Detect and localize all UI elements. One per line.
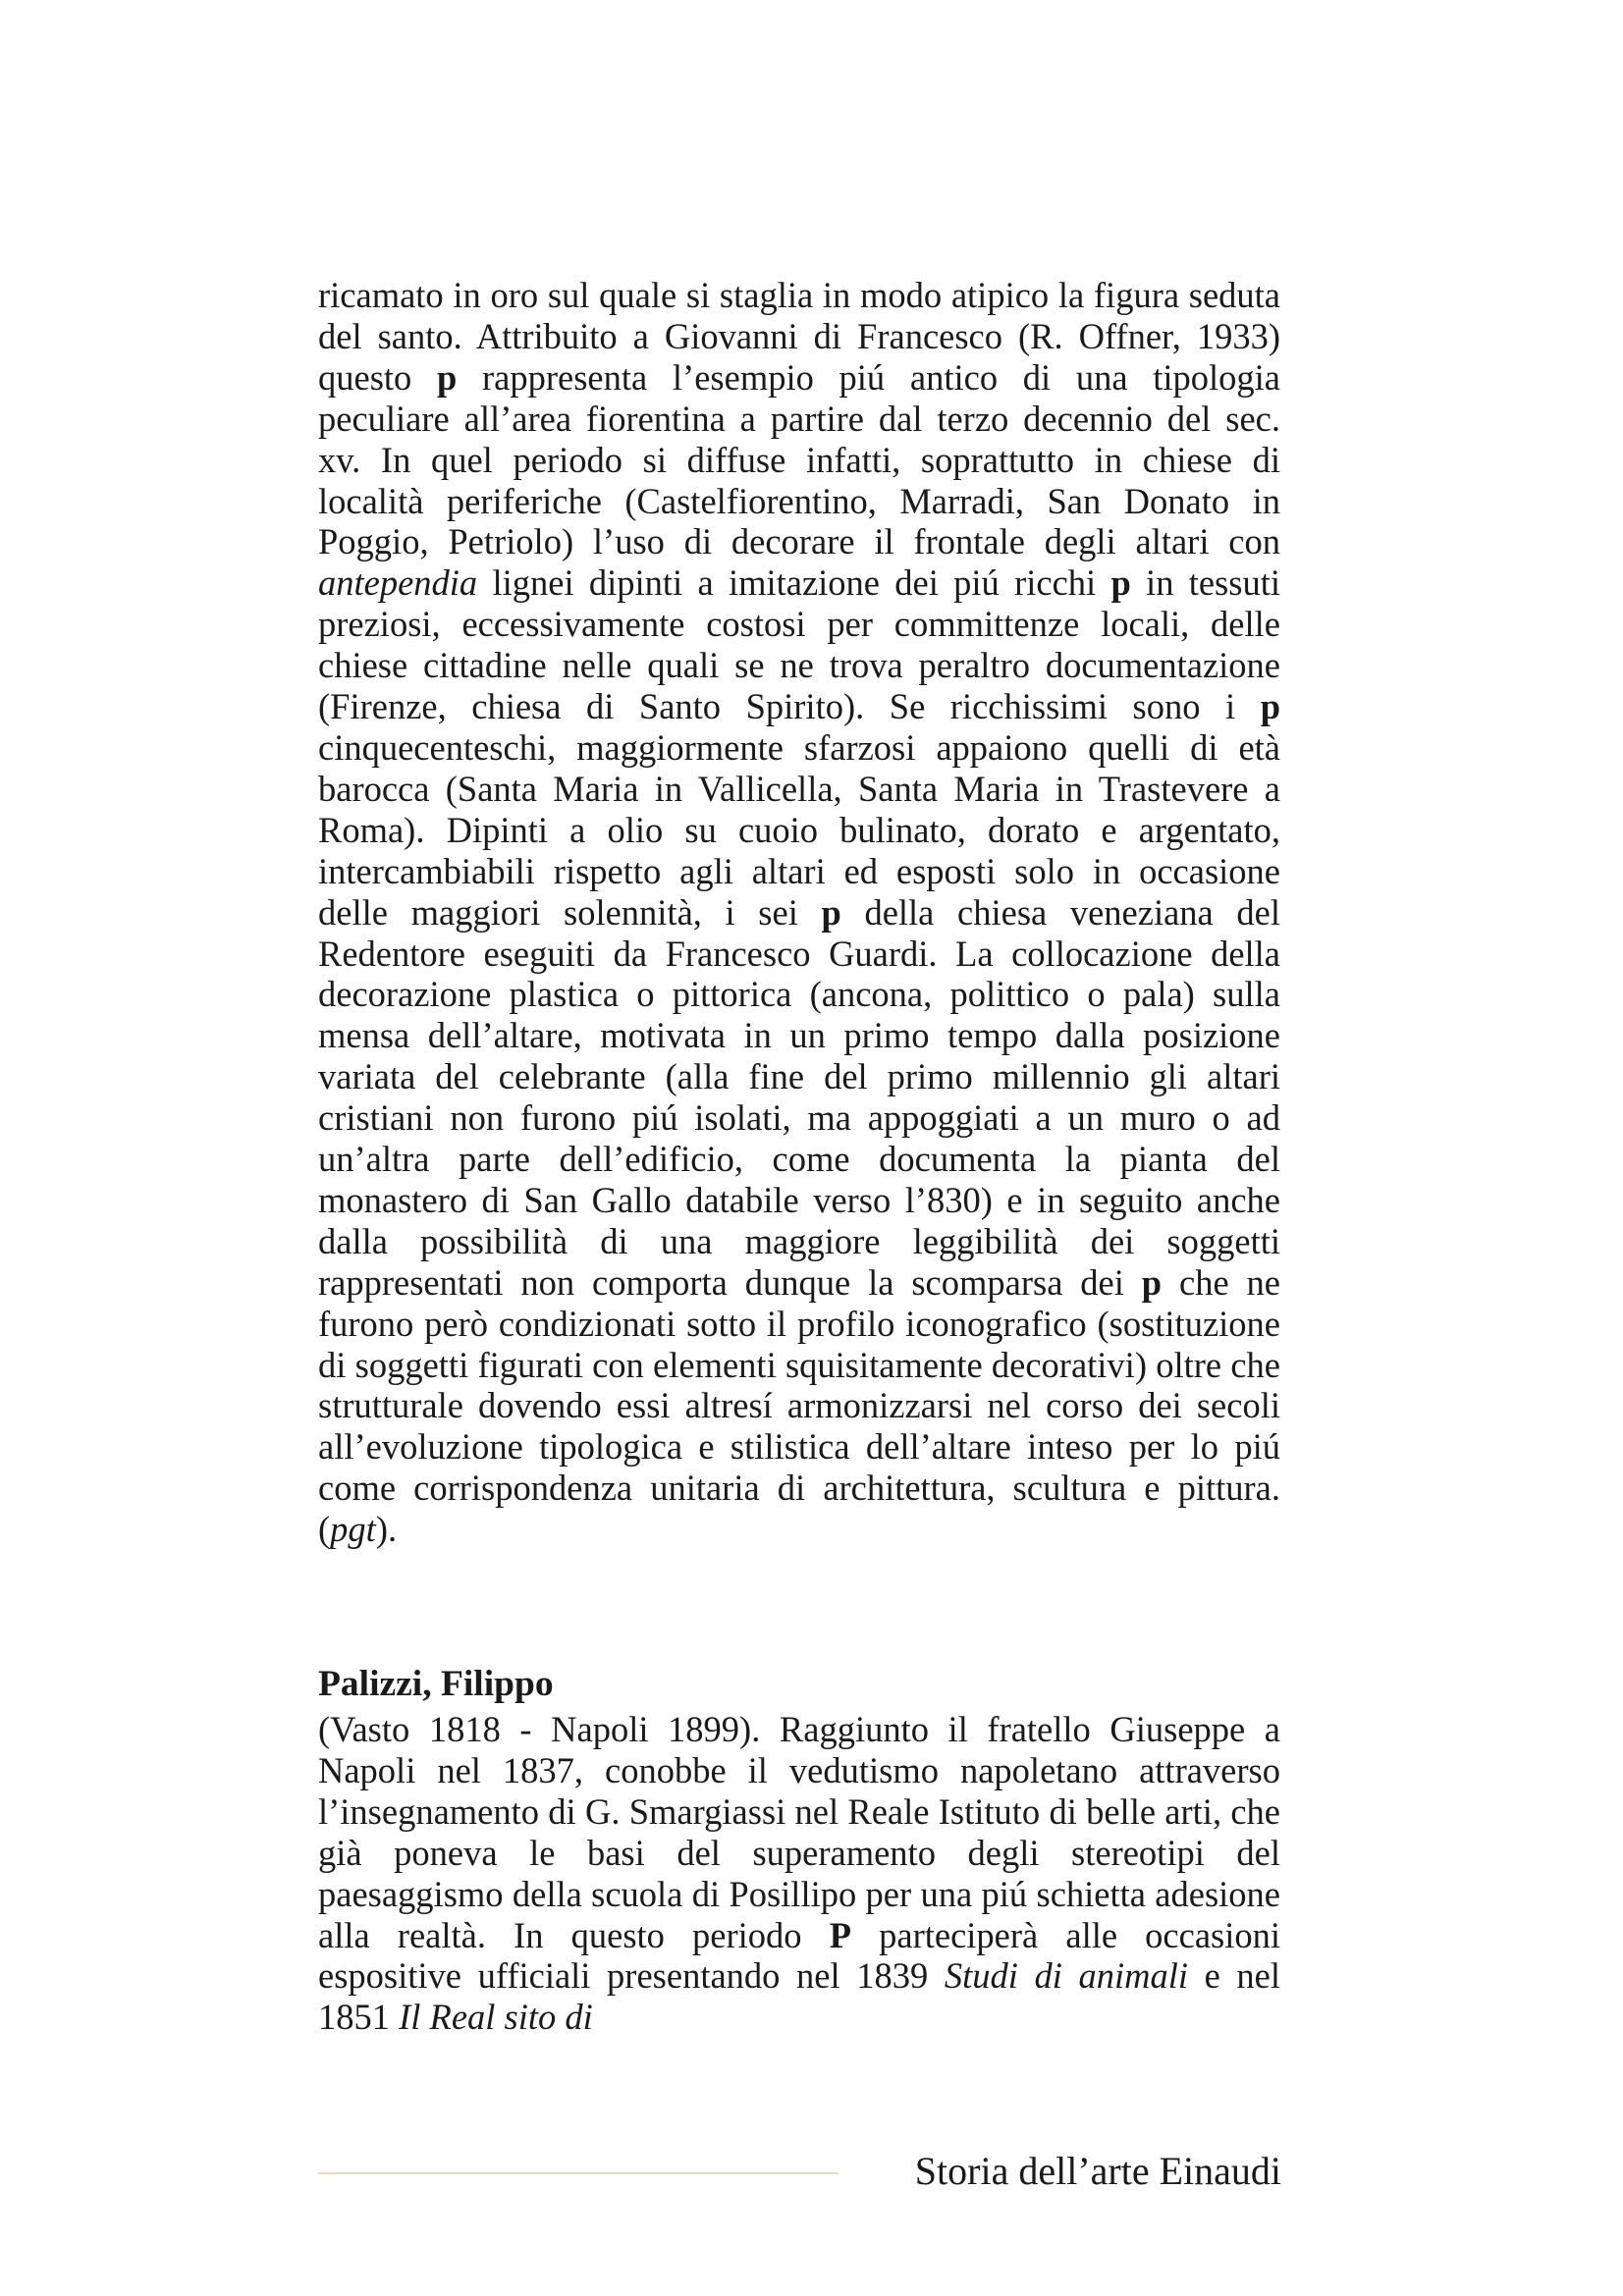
italic-term: antependia	[318, 562, 478, 604]
text-run: (Vasto 1818 - Napoli 1899). Raggiunto il fratello Giuseppe a Napoli nel 1837, conobbe il vedutismo napoletano attraverso l’insegnamento di G. Smargiassi nel Reale Istituto di belle arti, che già poneva le basi del superamento degli stereotipi del paesaggismo della scuola di Posillipo per una piú schietta adesione alla realtà. In questo periodo	[318, 1709, 1280, 1955]
artwork-title: Il Real sito di	[399, 1997, 593, 2038]
entry-heading: Palizzi, Filippo	[318, 1664, 554, 1704]
article-continuation	[318, 275, 1280, 1550]
text-run: della chiesa veneziana del Redentore eseguiti da Francesco Guardi. La collocazione della decorazione plastica o pittorica (ancona, polittico o pala) sulla mensa dell’altare, motivata in un primo tempo dalla posizione variata del celebrante (alla fine del primo millennio gli altari cristiani non furono piú isolati, ma appoggiati a un muro o ad un’altra parte dell’edificio, come documenta la pianta del monastero di San Gallo databile verso l’830) e in seguito anche dalla possibilità di una maggiore leggibilità dei soggetti rappresentati non comporta dunque la scomparsa dei	[318, 891, 1280, 1303]
footer-title: Storia dell’arte Einaudi	[914, 2149, 1281, 2193]
entry-abbreviation: p	[1141, 1261, 1163, 1303]
text-run: che ne furono però condizionati sotto il profilo iconografico (sostituzione di soggetti figurati con elementi squisitamente decorativi) oltre che strutturale dovendo essi altresí armonizzarsi nel corso dei secoli all’evoluzione tipologica e stilistica dell’altare inteso per lo piú come corrispondenza unitaria di architettura, scultura e pittura. (	[318, 1261, 1281, 1550]
text-run: ricamato in oro sul quale si staglia in modo atipico la figura seduta del santo. Attribuito a Giovanni di Francesco (R. Offner, 1933) questo	[318, 275, 1280, 398]
author-signature: pgt	[330, 1509, 376, 1550]
text-run: rappresenta l’esempio piú antico di una tipologia peculiare all’area fiorentina a partire dal terzo decennio del sec. xv. In quel periodo si diffuse infatti, soprattutto in chiese di località periferiche (Castelfiorentino, Marradi, San Donato in Poggio, Petriolo) l’uso di decorare il frontale degli altari con	[318, 356, 1281, 562]
footer-rule	[318, 2172, 839, 2174]
text-run: in tessuti preziosi, eccessivamente costosi per committenze locali, delle chiese cittadine nelle quali se ne trova peraltro documentazione (Firenze, chiesa di Santo Spirito). Se ricchissimi sono i	[318, 562, 1280, 727]
entry-abbreviation: P	[829, 1914, 851, 1955]
text-run: e nel 1851	[318, 1955, 1281, 2038]
entry-abbreviation: p	[821, 891, 841, 933]
text-run: cinquecenteschi, maggiormente sfarzosi appaiono quelli di età barocca (Santa Maria in Vallicella, Santa Maria in Trastevere a Roma). Dipinti a olio su cuoio bulinato, dorato e argentato, intercambiabili rispetto agli altari ed esposti solo in occasione delle maggiori solennità, i sei	[318, 726, 1280, 933]
text-run: lignei dipinti a imitazione dei piú ricchi	[492, 562, 1097, 604]
article-paragraph	[318, 275, 1280, 1550]
entry-paragraph	[318, 1709, 1280, 2038]
entry-abbreviation: p	[437, 356, 458, 398]
entry-body	[318, 1709, 1280, 2038]
artwork-title: Studi di animali	[944, 1955, 1188, 1997]
entry-abbreviation: p	[1110, 562, 1131, 604]
text-run: ).	[375, 1509, 398, 1550]
text-run: parteciperà alle occasioni espositive ufficiali presentando nel 1839	[318, 1914, 1281, 1997]
entry-abbreviation: p	[1260, 686, 1280, 727]
